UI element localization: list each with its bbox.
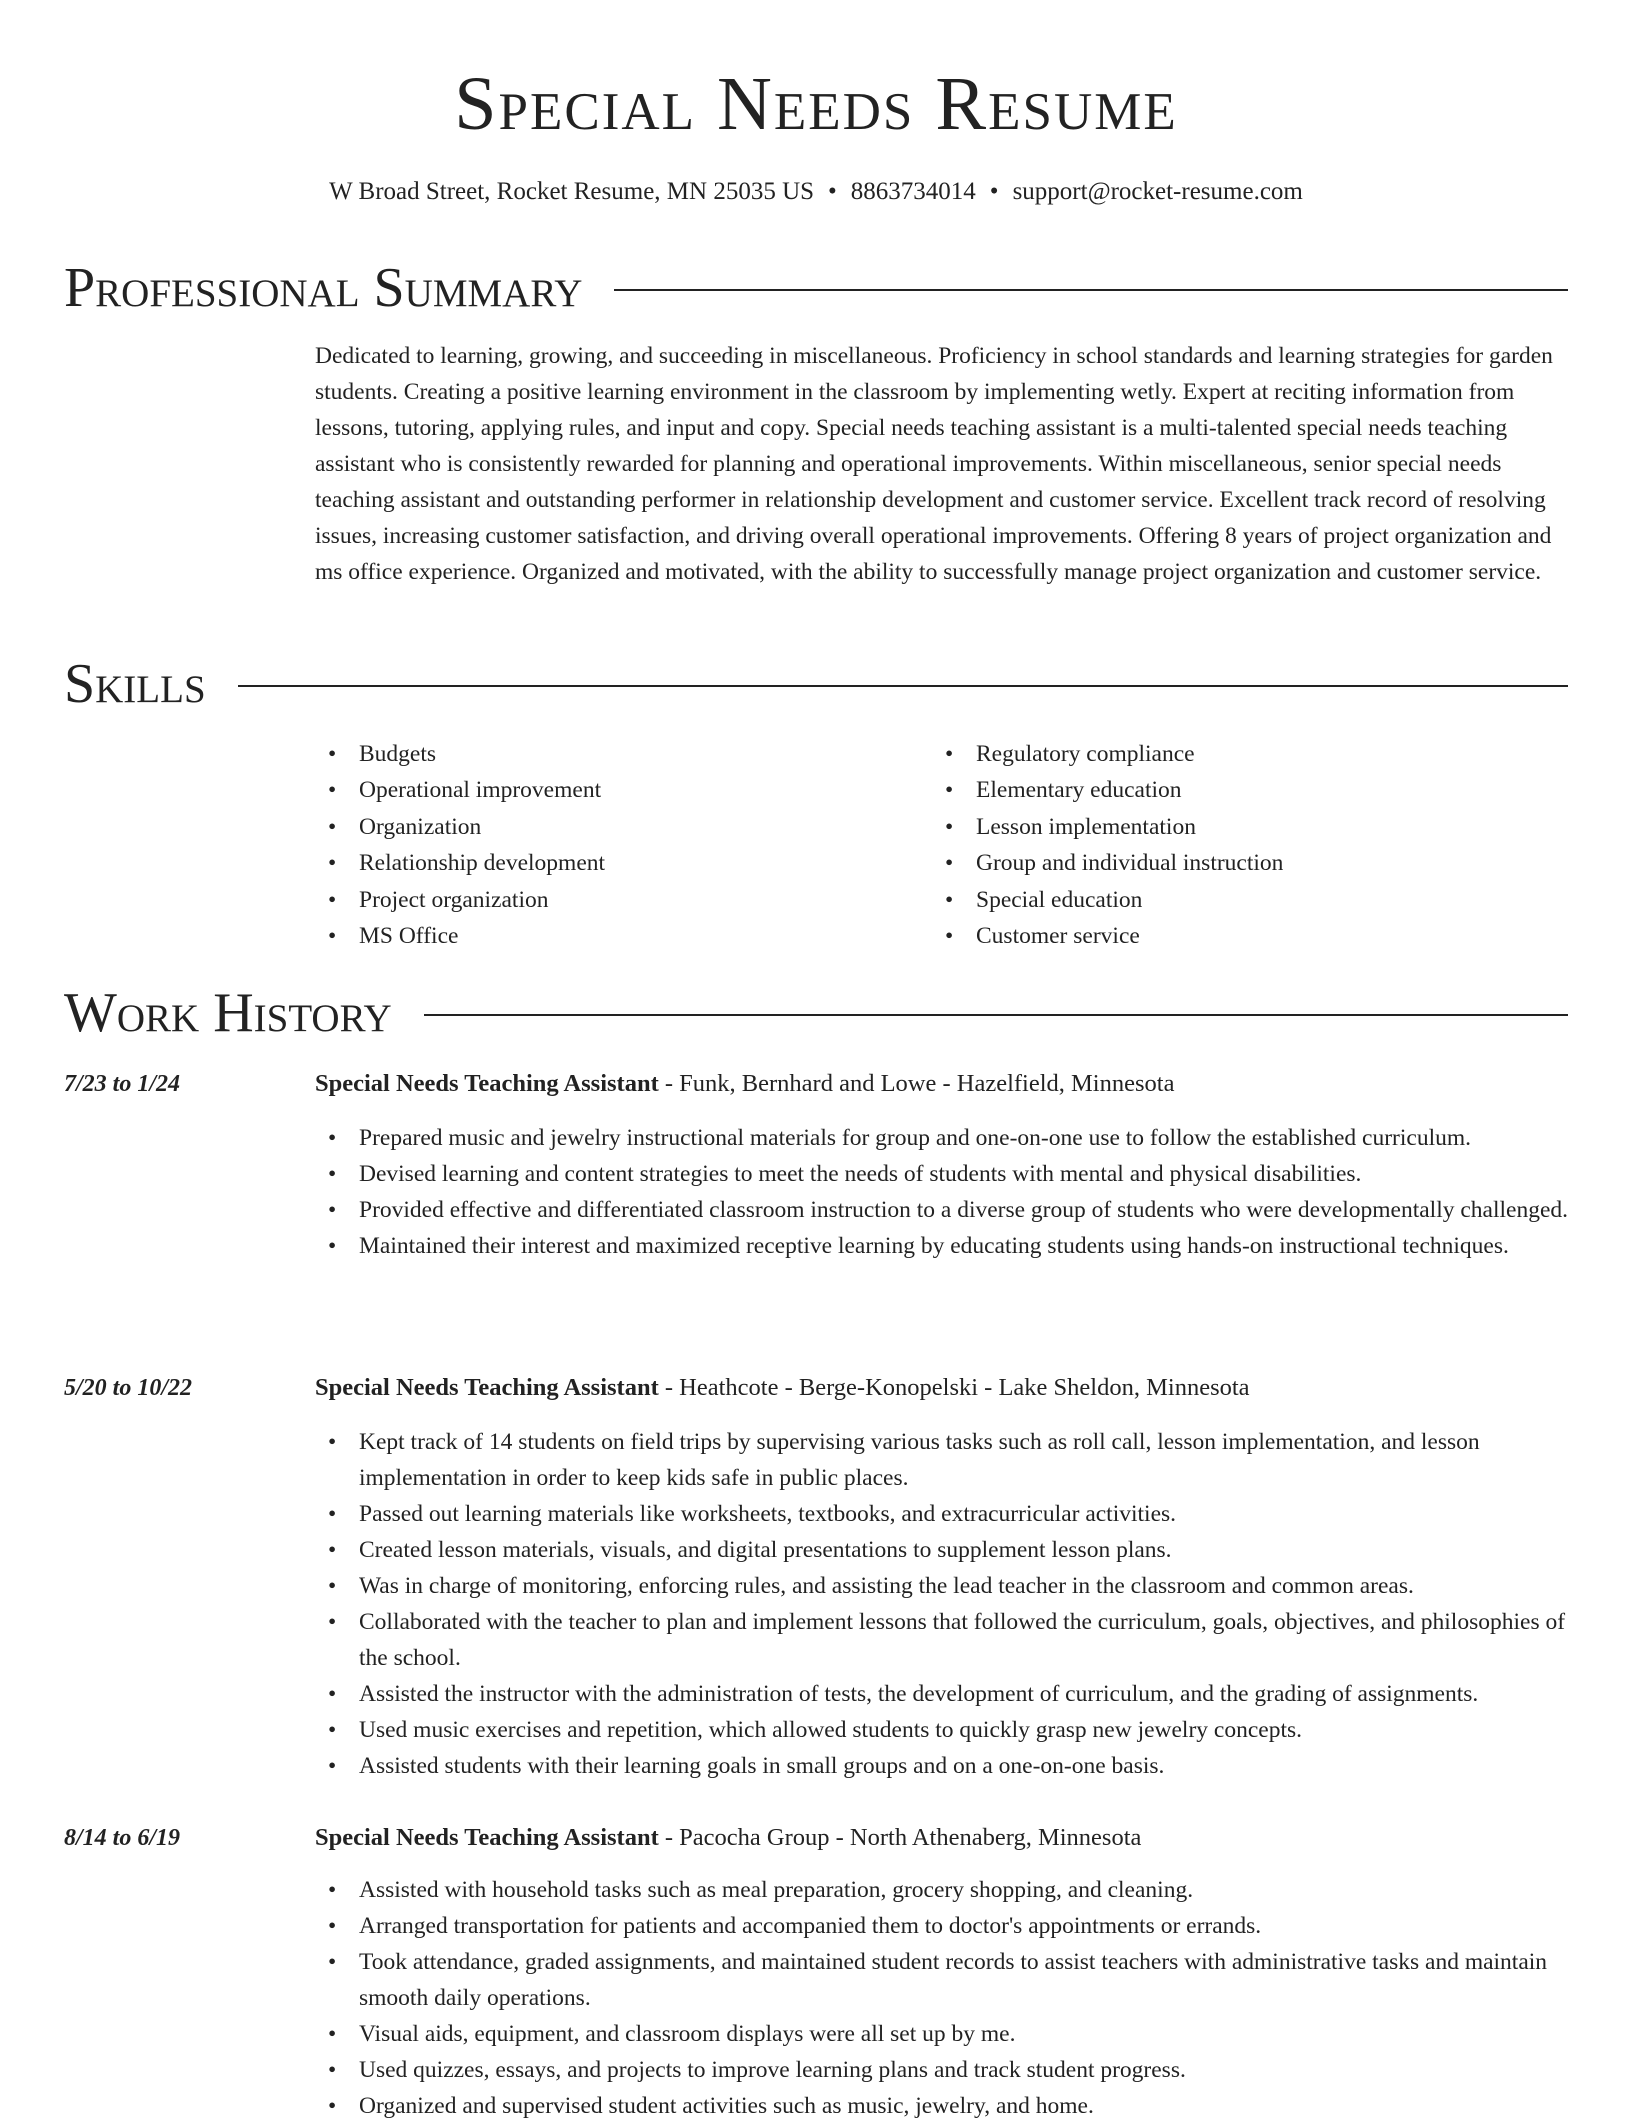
section-title-work: Work History xyxy=(64,982,392,1044)
job-bullet: • Assisted with household tasks such as meal preparation, grocery shopping, and cleaning. xyxy=(315,1872,1571,1908)
job-employer-location: - Funk, Bernhard and Lowe - Hazelfield, Minnesota xyxy=(658,1070,1175,1097)
job-employer-location: - Pacocha Group - North Athenaberg, Minnesota xyxy=(658,1824,1142,1851)
job-bullet: • Was in charge of monitoring, enforcing rules, and assisting the lead teacher in the classroom and common areas. xyxy=(315,1568,1571,1604)
skill-item: • MS Office xyxy=(315,918,605,954)
job-bullet: • Used quizzes, essays, and projects to improve learning plans and track student progress. xyxy=(315,2052,1571,2088)
job-bullets xyxy=(315,1424,1571,1784)
contact-email: support@rocket-resume.com xyxy=(1012,178,1303,205)
job-heading xyxy=(315,1820,1141,1856)
job-title: Special Needs Teaching Assistant xyxy=(315,1070,659,1097)
resume-name: Special Needs Resume xyxy=(454,62,1178,146)
skill-item: • Customer service xyxy=(932,918,1283,954)
skill-item: • Relationship development xyxy=(315,845,605,881)
contact-separator: • xyxy=(828,178,837,205)
section-divider xyxy=(614,289,1568,291)
skill-item: • Operational improvement xyxy=(315,772,605,808)
job-title: Special Needs Teaching Assistant xyxy=(315,1374,659,1401)
section-header-skills xyxy=(64,652,1568,716)
contact-address: W Broad Street, Rocket Resume, MN 25035 US xyxy=(329,178,815,205)
skill-item: • Budgets xyxy=(315,736,605,772)
skill-item: • Special education xyxy=(932,882,1283,918)
job-dates: 8/14 to 6/19 xyxy=(64,1825,181,1851)
job-bullet: • Visual aids, equipment, and classroom displays were all set up by me. xyxy=(315,2016,1571,2052)
section-header-summary xyxy=(64,256,1568,320)
summary-text: Dedicated to learning, growing, and succeeding in miscellaneous. Proficiency in school standards and learning strategies for garden students. Creating a positive learning environment in the classroom by implementing wetly. Expert at reciting information from lessons, tutoring, applying rules, and input and copy. Special needs teaching assistant is a multi-talented special needs teaching assistant who is consistently rewarded for planning and operational improvements. Within miscellaneous, senior special needs teaching assistant and outstanding performer in relationship development and customer service. Excellent track record of resolving issues, increasing customer satisfaction, and driving overall operational improvements. Offering 8 years of project organization and ms office experience. Organized and motivated, with the ability to successfully manage project organization and customer service. xyxy=(315,343,1553,585)
job-employer-location: - Heathcote - Berge-Konopelski - Lake Sheldon, Minnesota xyxy=(658,1374,1250,1401)
section-title-summary: Professional Summary xyxy=(64,257,583,319)
job-bullet: • Arranged transportation for patients and accompanied them to doctor's appointments or errands. xyxy=(315,1908,1571,1944)
job-title: Special Needs Teaching Assistant xyxy=(315,1824,659,1851)
job-bullet: • Collaborated with the teacher to plan and implement lessons that followed the curriculum, goals, objectives, and philosophies of the school. xyxy=(315,1604,1571,1676)
job-heading xyxy=(315,1370,1250,1406)
skills-list-right xyxy=(932,736,1283,954)
job-bullet: • Prepared music and jewelry instructional materials for group and one-on-one use to follow the established curriculum. xyxy=(315,1120,1571,1156)
skill-item: • Regulatory compliance xyxy=(932,736,1283,772)
job-bullet: • Passed out learning materials like worksheets, textbooks, and extracurricular activities. xyxy=(315,1496,1571,1532)
job-bullets xyxy=(315,1120,1571,1264)
contact-phone: 8863734014 xyxy=(850,178,976,205)
job-dates: 5/20 to 10/22 xyxy=(64,1375,193,1401)
section-divider xyxy=(238,685,1568,687)
section-divider xyxy=(424,1014,1568,1016)
skill-item: • Organization xyxy=(315,809,605,845)
skill-item: • Group and individual instruction xyxy=(932,845,1283,881)
job-heading xyxy=(315,1066,1174,1102)
job-bullet: • Organized and supervised student activities such as music, jewelry, and home. xyxy=(315,2088,1571,2124)
job-bullet: • Took attendance, graded assignments, and maintained student records to assist teachers with administrative tasks and maintain smooth daily operations. xyxy=(315,1944,1571,2016)
job-bullet: • Created lesson materials, visuals, and digital presentations to supplement lesson plans. xyxy=(315,1532,1571,1568)
job-bullet: • Kept track of 14 students on field trips by supervising various tasks such as roll call, lesson implementation, and lesson implementation in order to keep kids safe in public places. xyxy=(315,1424,1571,1496)
job-bullet: • Maintained their interest and maximized receptive learning by educating students using hands-on instructional techniques. xyxy=(315,1228,1571,1264)
job-dates: 7/23 to 1/24 xyxy=(64,1071,181,1097)
job-bullet: • Assisted students with their learning goals in small groups and on a one-on-one basis. xyxy=(315,1748,1571,1784)
job-bullet: • Devised learning and content strategies to meet the needs of students with mental and physical disabilities. xyxy=(315,1156,1571,1192)
skill-item: • Lesson implementation xyxy=(932,809,1283,845)
skill-item: • Project organization xyxy=(315,882,605,918)
section-header-work xyxy=(64,981,1568,1045)
skill-item: • Elementary education xyxy=(932,772,1283,808)
skills-list-left xyxy=(315,736,605,954)
section-title-skills: Skills xyxy=(64,653,206,715)
job-bullet: • Provided effective and differentiated classroom instruction to a diverse group of students who were developmentally challenged. xyxy=(315,1192,1571,1228)
job-bullets xyxy=(315,1872,1571,2124)
contact-separator: • xyxy=(989,178,999,205)
contact-line xyxy=(0,172,1632,212)
job-bullet: • Assisted the instructor with the administration of tests, the development of curriculum, and the grading of assignments. xyxy=(315,1676,1571,1712)
job-bullet: • Used music exercises and repetition, which allowed students to quickly grasp new jewelry concepts. xyxy=(315,1712,1571,1748)
